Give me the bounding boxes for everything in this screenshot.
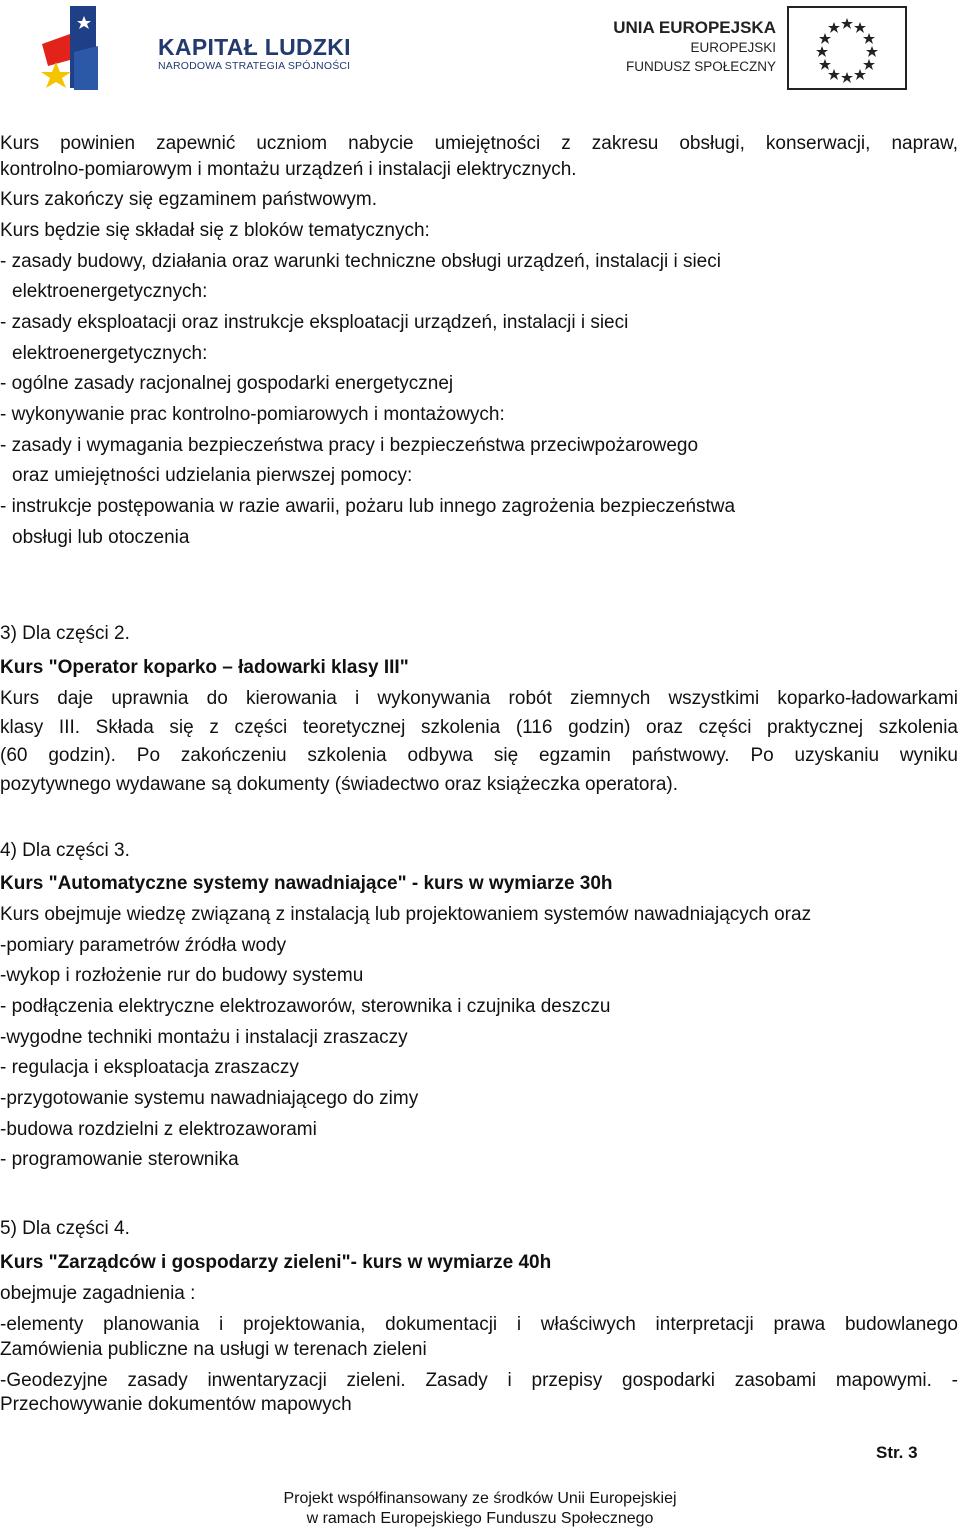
list-item-continuation: oraz umiejętności udzielania pierwszej pomocy: xyxy=(12,465,413,486)
list-item: - zasady budowy, działania oraz warunki techniczne obsługi urządzeń, instalacji i sieci xyxy=(0,251,721,272)
paragraph-line: Kurs powinien zapewnić uczniom nabycie umiejętności z zakresu obsługi, konserwacji, napraw, xyxy=(0,133,958,154)
course-title: Kurs "Automatyczne systemy nawadniające" - kurs w wymiarze 30h xyxy=(0,873,613,894)
paragraph-line: Kurs obejmuje wiedzę związaną z instalacją lub projektowaniem systemów nawadniających oraz xyxy=(0,904,812,925)
kapital-ludzki-emblem-icon xyxy=(40,4,116,92)
list-item: - programowanie sterownika xyxy=(0,1149,239,1170)
eu-logo-line1: UNIA EUROPEJSKA xyxy=(613,18,776,37)
paragraph-line: (60 godzin). Po zakończeniu szkolenia odbywa się egzamin państwowy. Po uzyskaniu wyniku xyxy=(0,745,958,766)
paragraph-line: klasy III. Składa się z części teoretycznej szkolenia (116 godzin) oraz części praktycznej szkolenia xyxy=(0,717,958,738)
list-item: Przechowywanie dokumentów mapowych xyxy=(0,1394,352,1415)
paragraph-line: pozytywnego wydawane są dokumenty (świadectwo oraz książeczka operatora). xyxy=(0,774,678,795)
eu-logo-line2: EUROPEJSKI xyxy=(690,40,776,55)
footer-line1: Projekt współfinansowany ze środków Unii Europejskiej xyxy=(283,1490,677,1507)
list-item-continuation: obsługi lub otoczenia xyxy=(12,527,190,548)
list-item: -budowa rozdzielni z elektrozaworami xyxy=(0,1119,317,1140)
page-number: Str. 3 xyxy=(876,1443,918,1462)
list-item: - wykonywanie prac kontrolno-pomiarowych i montażowych: xyxy=(0,404,505,425)
list-item-continuation: elektroenergetycznych: xyxy=(12,343,208,364)
list-item: - zasady eksploatacji oraz instrukcje eksploatacji urządzeń, instalacji i sieci xyxy=(0,312,629,333)
eu-logo-line3: FUNDUSZ SPOŁECZNY xyxy=(625,59,776,74)
list-item-continuation: elektroenergetycznych: xyxy=(12,281,208,302)
section-heading: 3) Dla części 2. xyxy=(0,623,130,644)
section-heading: 5) Dla części 4. xyxy=(0,1218,130,1239)
list-item: - regulacja i eksploatacja zraszaczy xyxy=(0,1057,299,1078)
section-heading: 4) Dla części 3. xyxy=(0,840,130,861)
list-item: -Geodezyjne zasady inwentaryzacji zieleni. Zasady i przepisy gospodarki zasobami mapowymi. - xyxy=(0,1370,958,1391)
kapital-ludzki-logo xyxy=(40,4,351,92)
list-item: -elementy planowania i projektowania, dokumentacji i właściwych interpretacji prawa budowlanego xyxy=(0,1314,958,1335)
page-footer xyxy=(0,1489,960,1529)
paragraph-line: obejmuje zagadnienia : xyxy=(0,1283,196,1304)
list-item: - instrukcje postępowania w razie awarii, pożaru lub innego zagrożenia bezpieczeństwa xyxy=(0,496,736,517)
list-item: -wygodne techniki montażu i instalacji zraszaczy xyxy=(0,1027,408,1048)
list-item: Zamówienia publiczne na usługi w terenach zieleni xyxy=(0,1339,427,1360)
list-item: -wykop i rozłożenie rur do budowy systemu xyxy=(0,965,364,986)
list-item: -przygotowanie systemu nawadniającego do zimy xyxy=(0,1088,419,1109)
list-item: -pomiary parametrów źródła wody xyxy=(0,935,287,956)
paragraph-line: kontrolno-pomiarowym i montażu urządzeń i instalacji elektrycznych. xyxy=(0,159,577,180)
eu-flag-icon xyxy=(787,6,907,90)
course-title: Kurs "Operator koparko – ładowarki klasy III" xyxy=(0,657,409,678)
list-item: - ogólne zasady racjonalnej gospodarki energetycznej xyxy=(0,373,454,394)
paragraph-line: Kurs będzie się składał się z bloków tematycznych: xyxy=(0,220,430,241)
kapital-ludzki-title: KAPITAŁ LUDZKI xyxy=(158,34,351,60)
list-item: - zasady i wymagania bezpieczeństwa pracy i bezpieczeństwa przeciwpożarowego xyxy=(0,435,699,456)
eu-logo xyxy=(610,6,910,92)
paragraph-line: Kurs zakończy się egzaminem państwowym. xyxy=(0,189,377,210)
footer-line2: w ramach Europejskiego Funduszu Społecznego xyxy=(306,1510,654,1527)
page-header xyxy=(0,0,960,100)
course-title: Kurs "Zarządców i gospodarzy zieleni"- kurs w wymiarze 40h xyxy=(0,1252,552,1273)
kapital-ludzki-subtitle: NARODOWA STRATEGIA SPÓJNOŚCI xyxy=(158,60,351,72)
list-item: - podłączenia elektryczne elektrozaworów, sterownika i czujnika deszczu xyxy=(0,996,611,1017)
paragraph-line: Kurs daje uprawnia do kierowania i wykonywania robót ziemnych wszystkimi koparko-ładowarkami xyxy=(0,688,958,709)
